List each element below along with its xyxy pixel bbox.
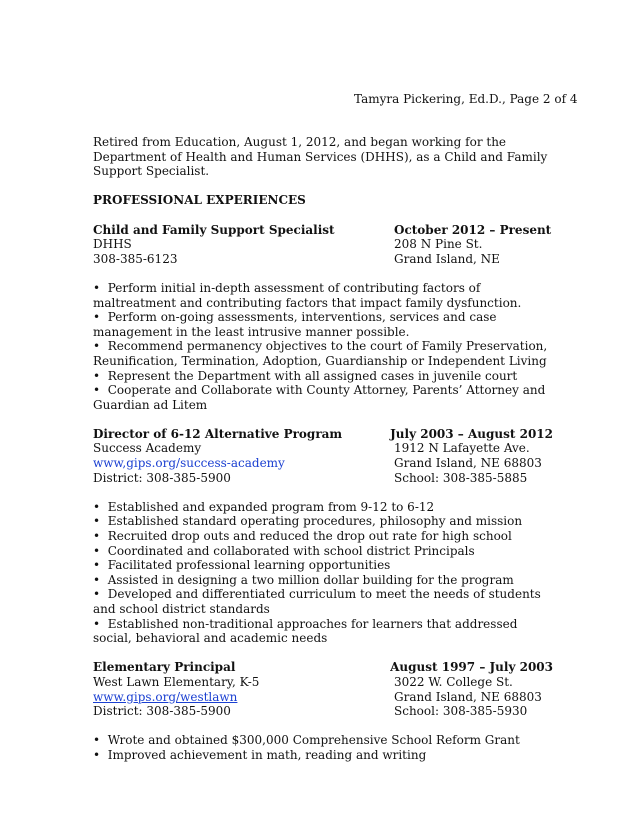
job-dates: July 2003 – August 2012 — [390, 426, 553, 441]
duty-item: • Recruited drop outs and reduced the drop out rate for high school — [93, 529, 512, 544]
duty-item: • Facilitated professional learning opportunities — [93, 558, 391, 573]
bullet-icon: • — [93, 339, 101, 354]
duty-item: • Improved achievement in math, reading and writing — [93, 747, 427, 762]
job-detail-row — [93, 690, 553, 705]
job-entry — [93, 660, 553, 762]
bullet-icon: • — [93, 587, 101, 602]
intro-paragraph: Retired from Education, August 1, 2012, and began working for the Department of Health and Human Services (DHHS), as a Child and Family Support Specialist. — [93, 135, 548, 179]
school-phone: School: 308-385-5930 — [394, 704, 528, 719]
job-entry — [93, 223, 553, 413]
resume-content — [93, 135, 553, 763]
job-title: Elementary Principal — [93, 660, 236, 675]
job-title-row — [93, 223, 553, 238]
school-phone: School: 308-385-5885 — [394, 470, 528, 485]
employer-name: Success Academy — [93, 441, 202, 456]
bullet-icon: • — [93, 747, 101, 762]
duty-item: • Cooperate and Collaborate with County Attorney, Parents’ Attorney and Guardian ad Litem — [93, 383, 546, 412]
employer-address: 3022 W. College St. — [394, 674, 513, 689]
duties-list — [93, 733, 553, 762]
bullet-icon: • — [93, 616, 101, 631]
employer-address: 208 N Pine St. — [394, 237, 483, 252]
job-detail-row — [93, 675, 553, 690]
district-phone: District: 308-385-5900 — [93, 704, 231, 719]
bullet-icon: • — [93, 733, 101, 748]
job-detail-row — [93, 471, 553, 486]
job-detail-row — [93, 441, 553, 456]
employer-city: Grand Island, NE 68803 — [394, 456, 542, 471]
bullet-icon: • — [93, 529, 101, 544]
bullet-icon: • — [93, 368, 101, 383]
job-entry — [93, 427, 553, 646]
job-title-row — [93, 660, 553, 675]
employer-phone: 308-385-6123 — [93, 251, 178, 266]
duties-list — [93, 281, 553, 412]
job-detail-row — [93, 704, 553, 719]
duty-item: • Assisted in designing a two million dollar building for the program — [93, 572, 514, 587]
employer-website-link[interactable]: www,gips.org/success-academy — [93, 456, 285, 471]
duty-item: • Established standard operating procedures, philosophy and mission — [93, 514, 523, 529]
bullet-icon: • — [93, 499, 101, 514]
job-title: Director of 6-12 Alternative Program — [93, 426, 343, 441]
page-header: Tamyra Pickering, Ed.D., Page 2 of 4 — [354, 92, 578, 106]
job-dates: August 1997 – July 2003 — [390, 660, 553, 675]
duty-item: • Represent the Department with all assigned cases in juvenile court — [93, 368, 518, 383]
duty-item: • Established non-traditional approaches for learners that addressed social, behavioral and academic needs — [93, 616, 518, 646]
job-detail-row — [93, 237, 553, 252]
section-heading: PROFESSIONAL EXPERIENCES — [93, 193, 306, 208]
duty-item: • Wrote and obtained $300,000 Comprehensive School Reform Grant — [93, 733, 520, 748]
duty-item: • Developed and differentiated curriculum to meet the needs of students and school district standards — [93, 587, 541, 616]
employer-name: DHHS — [93, 237, 132, 252]
job-detail-row — [93, 252, 553, 267]
duty-item: • Established and expanded program from 9-12 to 6-12 — [93, 499, 435, 514]
job-detail-row — [93, 456, 553, 471]
district-phone: District: 308-385-5900 — [93, 470, 231, 485]
job-dates: October 2012 – Present — [394, 222, 552, 237]
duty-item: • Perform on-going assessments, interventions, services and case management in the least intrusive manner possible. — [93, 310, 497, 339]
duties-list — [93, 500, 553, 646]
duty-item: • Recommend permanency objectives to the court of Family Preservation, Reunification, Termination, Adoption, Guardianship or Independent Living — [93, 339, 548, 368]
employer-city: Grand Island, NE 68803 — [394, 689, 542, 704]
bullet-icon: • — [93, 514, 101, 529]
employer-address: 1912 N Lafayette Ave. — [394, 441, 530, 456]
bullet-icon: • — [93, 310, 101, 325]
bullet-icon: • — [93, 543, 101, 558]
employer-city: Grand Island, NE — [394, 251, 500, 266]
bullet-icon: • — [93, 383, 101, 398]
duty-item: • Coordinated and collaborated with school district Principals — [93, 543, 475, 558]
employer-website-link[interactable]: www.gips.org/westlawn — [93, 689, 238, 704]
bullet-icon: • — [93, 572, 101, 587]
job-title-row — [93, 427, 553, 442]
bullet-icon: • — [93, 558, 101, 573]
bullet-icon: • — [93, 280, 101, 295]
duty-item: • Perform initial in-depth assessment of contributing factors of maltreatment and contributing factors that impact family dysfunction. — [93, 280, 522, 310]
job-title: Child and Family Support Specialist — [93, 222, 335, 237]
employer-name: West Lawn Elementary, K-5 — [93, 674, 260, 689]
